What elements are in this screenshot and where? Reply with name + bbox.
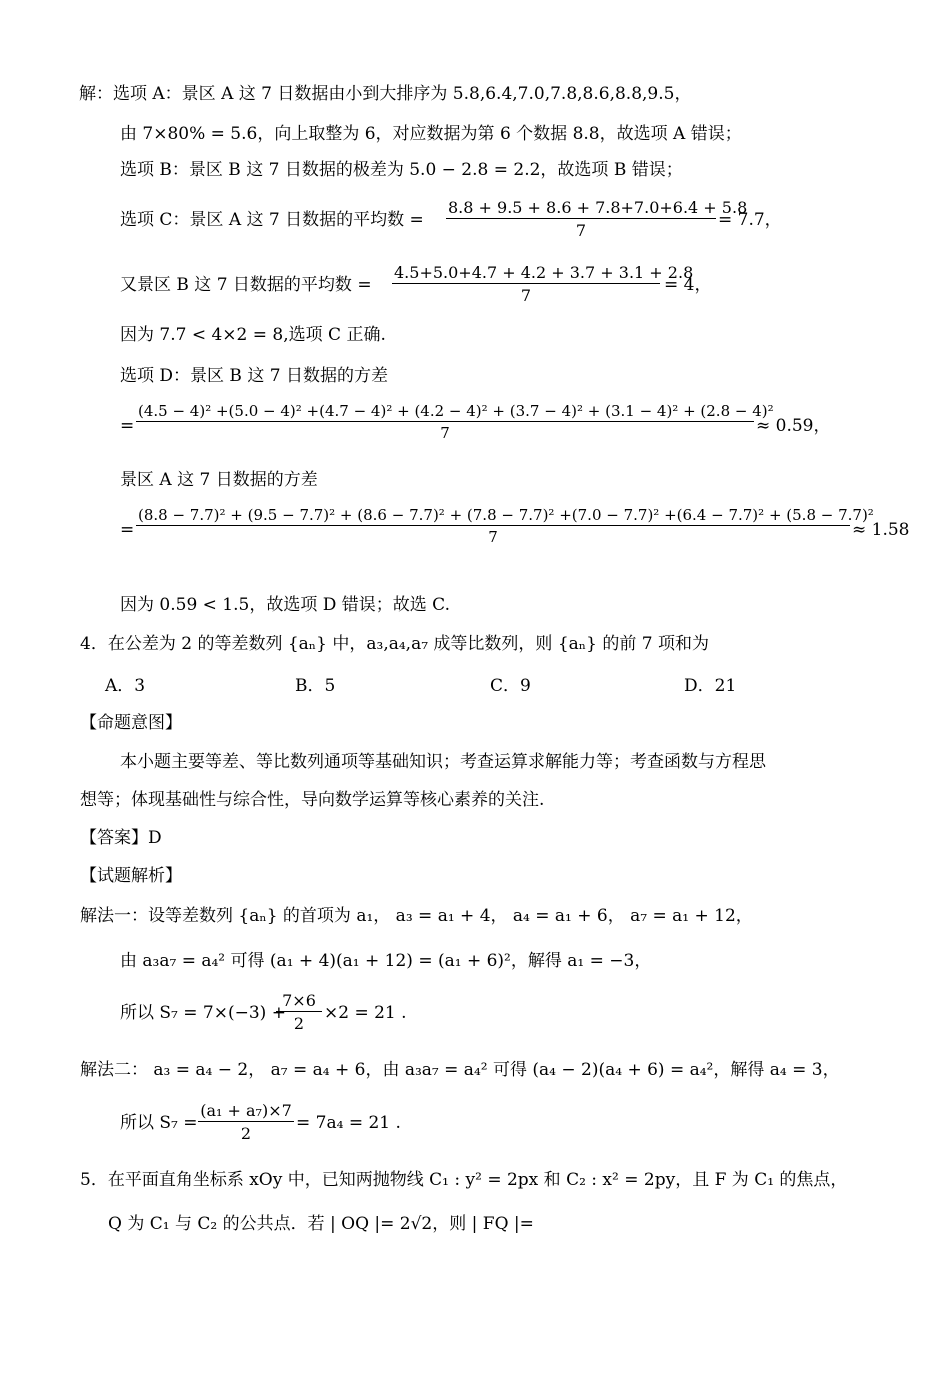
q4-option-a: A．3 — [105, 676, 146, 696]
sol3-mean-b-fraction — [392, 263, 694, 305]
q4-method1-fraction — [276, 991, 322, 1033]
q4-method1-line-3-result: ×2 = 21 . — [324, 1003, 407, 1023]
q4-method2-line-1: 解法二： a₃ = a₄ − 2， a₇ = a₄ + 6，由 a₃a₇ = a₄² 可得 (a₄ − 2)(a₄ + 6) = a₄²，解得 a₄ = 3， — [80, 1060, 840, 1080]
fraction-denominator: 7 — [575, 221, 587, 240]
fraction-numerator: 8.8 + 9.5 + 8.6 + 7.8+7.0+6.4 + 5.8 — [448, 198, 748, 217]
q4-stem: 4．在公差为 2 的等差数列 {aₙ} 中，a₃,a₄,a₇ 成等比数列，则 {aₙ} 的前 7 项和为 — [80, 634, 709, 654]
sol3-line-5-prefix: 又景区 B 这 7 日数据的平均数 = — [120, 275, 372, 295]
sol3-mean-a-fraction — [446, 198, 748, 240]
q4-method2-line-2-result: = 7a₄ = 21 . — [296, 1113, 401, 1133]
fraction-numerator: (4.5 − 4)² +(5.0 − 4)² +(4.7 − 4)² + (4.2 − 4)² + (3.7 − 4)² + (3.1 − 4)² + (2.8 − 4)² — [138, 402, 774, 420]
sol3-line-8-result: ≈ 0.59， — [756, 416, 831, 436]
q4-method1-line-1: 解法一：设等差数列 {aₙ} 的首项为 a₁， a₃ = a₁ + 4， a₄ = a₁ + 6， a₇ = a₁ + 12， — [80, 906, 753, 926]
sol3-line-11: 因为 0.59 < 1.5，故选项 D 错误；故选 C. — [120, 595, 450, 615]
fraction-denominator: 2 — [240, 1124, 252, 1143]
q4-option-b: B．5 — [295, 676, 336, 696]
sol3-line-9: 景区 A 这 7 日数据的方差 — [120, 470, 318, 490]
q5-stem-line-1: 5．在平面直角坐标系 xOy 中，已知两抛物线 C₁ : y² = 2px 和 C₂ : x² = 2py，且 F 为 C₁ 的焦点， — [80, 1170, 848, 1190]
sol3-variance-a-fraction — [136, 506, 874, 546]
sol3-line-2: 由 7×80% = 5.6，向上取整为 6，对应数据为第 6 个数据 8.8，故选项 A 错误； — [120, 124, 742, 144]
sol3-line-10-result: ≈ 1.58 — [852, 520, 910, 540]
q4-answer: 【答案】D — [80, 828, 162, 848]
sol3-line-1: 解：选项 A：景区 A 这 7 日数据由小到大排序为 5.8,6.4,7.0,7.8,8.6,8.8,9.5， — [79, 84, 692, 104]
sol3-line-3: 选项 B：景区 B 这 7 日数据的极差为 5.0 − 2.8 = 2.2，故选项 B 错误； — [120, 160, 683, 180]
fraction-denominator: 7 — [520, 286, 532, 305]
q4-intent-line-2: 想等；体现基础性与综合性，导向数学运算等核心素养的关注. — [80, 790, 545, 810]
q4-method1-line-2: 由 a₃a₇ = a₄² 可得 (a₁ + 4)(a₁ + 12) = (a₁ + 6)²，解得 a₁ = −3， — [120, 951, 652, 971]
sol3-line-4-prefix: 选项 C：景区 A 这 7 日数据的平均数 = — [120, 210, 424, 230]
fraction-denominator: 7 — [488, 528, 498, 546]
fraction-numerator: (a₁ + a₇)×7 — [198, 1101, 294, 1122]
q5-stem-line-2: Q 为 C₁ 与 C₂ 的公共点．若 | OQ |= 2√2，则 | FQ |= — [108, 1214, 534, 1234]
q4-method1-line-3-prefix: 所以 S₇ = 7×(−3) + — [120, 1003, 286, 1023]
fraction-numerator: 4.5+5.0+4.7 + 4.2 + 3.7 + 3.1 + 2.8 — [394, 263, 694, 282]
fraction-denominator: 7 — [440, 424, 450, 442]
sol3-line-5-result: = 4， — [664, 275, 712, 295]
sol3-variance-b-fraction — [136, 402, 774, 442]
fraction-numerator: 7×6 — [276, 991, 322, 1012]
q4-option-c: C．9 — [490, 676, 531, 696]
sol3-line-7: 选项 D：景区 B 这 7 日数据的方差 — [120, 366, 388, 386]
sol3-line-8-equals: = — [120, 416, 135, 436]
q4-intent-line-1: 本小题主要等差、等比数列通项等基础知识；考查运算求解能力等；考查函数与方程思 — [120, 752, 766, 772]
q4-analysis-heading: 【试题解析】 — [80, 866, 182, 886]
fraction-denominator: 2 — [293, 1014, 305, 1033]
q4-option-d: D．21 — [684, 676, 737, 696]
q4-method2-line-2-prefix: 所以 S₇ = — [120, 1113, 198, 1133]
fraction-numerator: (8.8 − 7.7)² + (9.5 − 7.7)² + (8.6 − 7.7)² + (7.8 − 7.7)² +(7.0 − 7.7)² +(6.4 − 7.7)² + (5.8 − 7.7)² — [138, 506, 874, 524]
sol3-line-10-equals: = — [120, 520, 135, 540]
q4-method2-fraction — [198, 1101, 294, 1143]
sol3-line-4-result: = 7.7， — [718, 210, 782, 230]
q4-intent-heading: 【命题意图】 — [80, 713, 182, 733]
sol3-line-6: 因为 7.7 < 4×2 = 8,选项 C 正确. — [120, 325, 386, 345]
